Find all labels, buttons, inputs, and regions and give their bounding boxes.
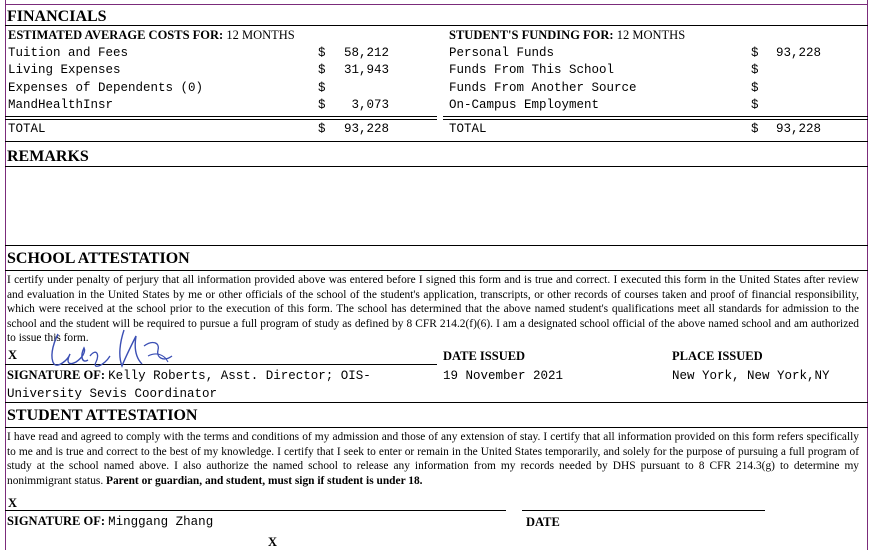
funding-total-rule-2 xyxy=(443,119,868,120)
funding-header xyxy=(449,28,685,43)
top-border xyxy=(5,4,868,5)
costs-header-period: 12 MONTHS xyxy=(226,28,295,42)
cost-currency: $ xyxy=(318,81,326,95)
cost-label: MandHealthInsr xyxy=(8,98,114,112)
school-signature-label: SIGNATURE OF: xyxy=(7,368,106,382)
cost-label: Tuition and Fees xyxy=(8,46,129,60)
student-signature-x: X xyxy=(8,496,18,510)
costs-total-label: TOTAL xyxy=(8,122,46,136)
cost-currency: $ xyxy=(318,46,326,60)
funding-label: Personal Funds xyxy=(449,46,555,60)
date-issued-value: 19 November 2021 xyxy=(443,369,564,383)
cost-currency: $ xyxy=(318,98,326,112)
costs-row xyxy=(8,46,128,60)
school-signature-x: X xyxy=(8,348,18,362)
place-issued-label: PLACE ISSUED xyxy=(672,349,763,363)
remarks-box-bottom xyxy=(5,245,868,246)
handwritten-signature-icon xyxy=(40,326,190,374)
cost-currency: $ xyxy=(318,63,326,77)
student-signature-label: SIGNATURE OF: xyxy=(7,514,106,528)
cost-amount: 58,212 xyxy=(343,46,389,60)
student-attestation-text xyxy=(7,430,859,488)
remarks-box-top xyxy=(5,166,868,167)
school-attestation-bottom-rule xyxy=(5,402,868,403)
school-attestation-title: SCHOOL ATTESTATION xyxy=(7,250,190,267)
funding-label: Funds From Another Source xyxy=(449,81,637,95)
financials-top-rule xyxy=(5,25,868,26)
funding-label: Funds From This School xyxy=(449,63,615,77)
costs-total-rule xyxy=(5,116,437,117)
financials-title: FINANCIALS xyxy=(7,8,107,25)
student-attestation-title: STUDENT ATTESTATION xyxy=(7,407,198,424)
funding-currency: $ xyxy=(751,63,759,77)
costs-header-bold: ESTIMATED AVERAGE COSTS FOR: xyxy=(8,28,224,42)
funding-currency: $ xyxy=(751,81,759,95)
right-border xyxy=(867,0,868,550)
student-attestation-text-normal: I have read and agreed to comply with the terms and conditions of my admission and those of any extension of stay. I certify that all information provided on this form refers specifically to me and is true and correct to the best of my knowledge. I certify that I seek to enter or remain in the United States temporarily, and solely for the purpose of pursuing a full program of study at the school named above. I also authorize the named school to release any information from my records needed by DHS pursuant to 8 CFR 214.3(g) to determine my nonimmigrant status. xyxy=(7,431,859,487)
student-date-line xyxy=(522,510,765,511)
student-signature-value: Minggang Zhang xyxy=(108,515,214,529)
financials-bottom-rule xyxy=(5,141,868,142)
student-signature-line xyxy=(5,510,506,511)
funding-header-period: 12 MONTHS xyxy=(616,28,686,42)
left-border xyxy=(5,0,6,550)
school-signature-value-line2: University Sevis Coordinator xyxy=(7,387,218,401)
funding-total-label: TOTAL xyxy=(449,122,487,136)
funding-currency: $ xyxy=(751,98,759,112)
school-signature-field xyxy=(7,368,371,383)
student-attestation-rule xyxy=(5,427,868,428)
funding-total-amount: 93,228 xyxy=(775,122,821,136)
funding-total-rule xyxy=(443,116,868,117)
cost-label: Living Expenses xyxy=(8,63,121,77)
costs-total-currency: $ xyxy=(318,122,326,136)
student-signature-field xyxy=(7,514,213,529)
funding-total-currency: $ xyxy=(751,122,759,136)
costs-total-rule-2 xyxy=(5,119,437,120)
place-issued-value: New York, New York,NY xyxy=(672,369,830,383)
cost-amount: 31,943 xyxy=(343,63,389,77)
cost-amount: 3,073 xyxy=(351,98,389,112)
school-attestation-text: I certify under penalty of perjury that all information provided above was entered before I signed this form and is true and correct. I executed this form in the United States after review and evaluation in the United States by me or other officials of the school of the student's application, transcripts, or other records of courses taken and proof of financial responsibility, which were received at the school prior to the execution of this form. The school has determined that the above named student's qualifications meet all standards for admission to the school and the student will be required to pursue a full program of study as defined by 8 CFR 214.2(f)(6). I am a designated school official of the above named school and am authorized to issue this form. xyxy=(7,274,859,345)
student-attestation-text-bold: Parent or guardian, and student, must sign if student is under 18. xyxy=(106,474,423,487)
funding-header-bold: STUDENT'S FUNDING FOR: xyxy=(449,28,614,42)
school-attestation-rule xyxy=(5,270,868,271)
costs-header xyxy=(8,28,295,43)
student-bottom-x: X xyxy=(268,535,278,549)
cost-label: Expenses of Dependents (0) xyxy=(8,81,204,95)
remarks-title: REMARKS xyxy=(7,148,89,165)
student-date-label: DATE xyxy=(526,515,560,529)
date-issued-label: DATE ISSUED xyxy=(443,349,526,363)
funding-amount: 93,228 xyxy=(775,46,821,60)
funding-currency: $ xyxy=(751,46,759,60)
funding-label: On-Campus Employment xyxy=(449,98,600,112)
costs-total-amount: 93,228 xyxy=(343,122,389,136)
school-signature-value-line1: Kelly Roberts, Asst. Director; OIS- xyxy=(108,369,371,383)
